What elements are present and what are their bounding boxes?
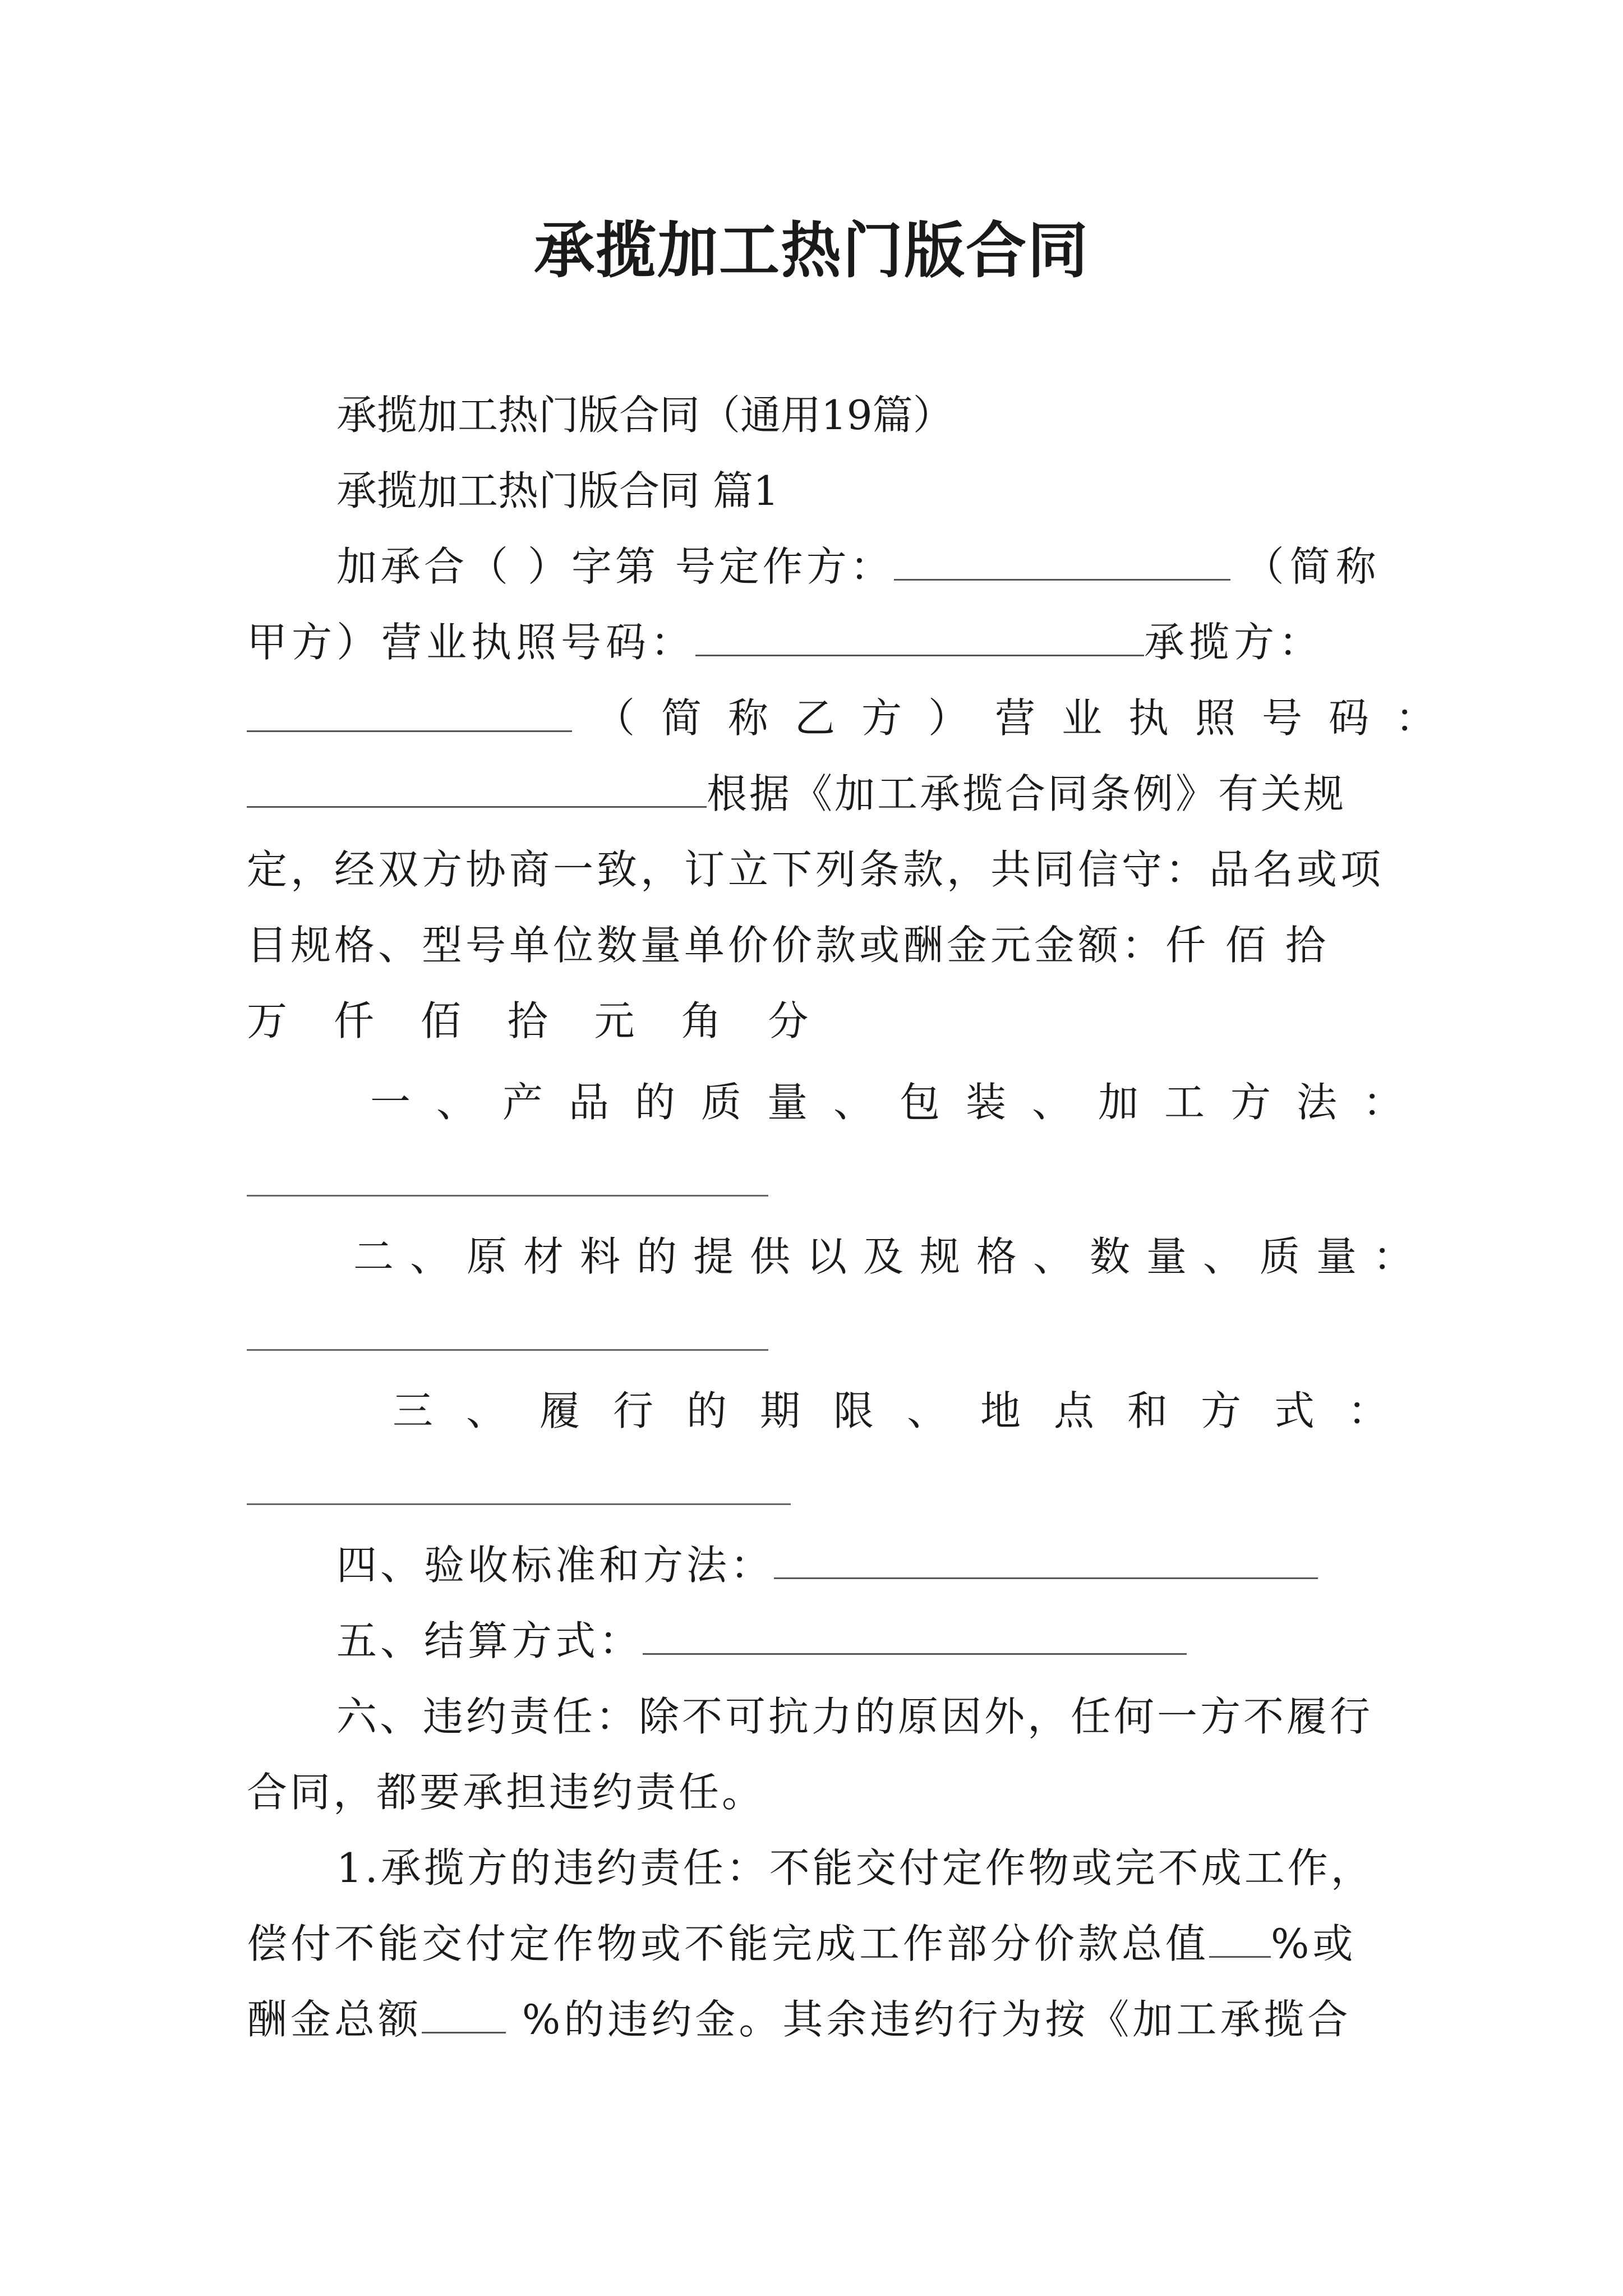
item-4-line	[336, 1537, 1380, 1593]
item-6-line-1: 六、违约责任：除不可抗力的原因外，任何一方不履行	[336, 1693, 1373, 1740]
contractor-label: 承揽方：	[1144, 619, 1324, 666]
party-b-license-blank	[247, 767, 707, 808]
clause-1-line-3	[247, 1991, 1380, 2047]
contract-line-7: 万 仟 佰 拾 元 角 分	[247, 997, 826, 1045]
document-title: 承揽加工热门版合同	[533, 215, 1089, 286]
item-1-blank	[247, 1195, 768, 1197]
item-2-blank	[247, 1349, 768, 1351]
item-5-blank	[643, 1614, 1187, 1655]
contract-line-6: 目规格、型号单位数量单价价款或酬金元金额：仟 佰 拾	[247, 922, 1329, 969]
contract-number-label: 加承合（ ）字第 号定作方：	[336, 543, 894, 590]
item-3-label: 三、履行的期限、地点和方式：	[393, 1387, 1422, 1434]
contract-line-3	[247, 690, 1463, 746]
item-1-label: 一、产品的质量、包装、加工方法：	[370, 1079, 1430, 1126]
party-b-license-label: （简称乙方）营业执照号码：	[594, 694, 1463, 742]
item-2-label: 二、原材料的提供以及规格、数量、质量：	[353, 1233, 1430, 1280]
clause-1-text-b: %或	[1271, 1920, 1357, 1967]
document-subtitle: 承揽加工热门版合同（通用19篇）	[336, 392, 953, 439]
contract-line-4	[247, 766, 1380, 822]
contract-line-1	[336, 539, 1380, 595]
item-6-line-2: 合同，都要承担违约责任。	[247, 1769, 766, 1816]
abbr-label: （简称	[1243, 543, 1382, 590]
item-5-line	[336, 1613, 1380, 1669]
total-value-percent-blank	[1209, 1917, 1271, 1958]
orderer-name-blank	[894, 540, 1230, 581]
contractor-name-blank	[247, 691, 572, 732]
contract-line-5: 定，经双方协商一致，订立下列条款，共同信守：品名或项	[247, 846, 1385, 893]
item-4-blank	[774, 1538, 1318, 1579]
clause-1-text-a: 偿付不能交付定作物或不能完成工作部分价款总值	[247, 1920, 1210, 1967]
clause-1-text-c: 酬金总额	[247, 1996, 422, 2043]
clause-1-line-2	[247, 1916, 1380, 1972]
party-a-license-label: 甲方）营业执照号码：	[247, 619, 696, 666]
party-a-license-blank	[695, 615, 1144, 656]
item-5-label: 五、结算方式：	[336, 1617, 643, 1664]
clause-1-text-d: %的违约金。其余违约行为按《加工承揽合	[506, 1996, 1352, 2043]
regulation-text: 根据《加工承揽合同条例》有关规	[707, 770, 1347, 817]
item-4-label: 四、验收标准和方法：	[336, 1542, 774, 1589]
remuneration-percent-blank	[422, 1993, 506, 2033]
item-3-blank	[247, 1503, 791, 1505]
section-heading: 承揽加工热门版合同 篇1	[336, 467, 779, 514]
clause-1-line-1: 1.承揽方的违约责任：不能交付定作物或完不成工作，	[336, 1844, 1374, 1892]
contract-line-2	[247, 614, 1380, 670]
